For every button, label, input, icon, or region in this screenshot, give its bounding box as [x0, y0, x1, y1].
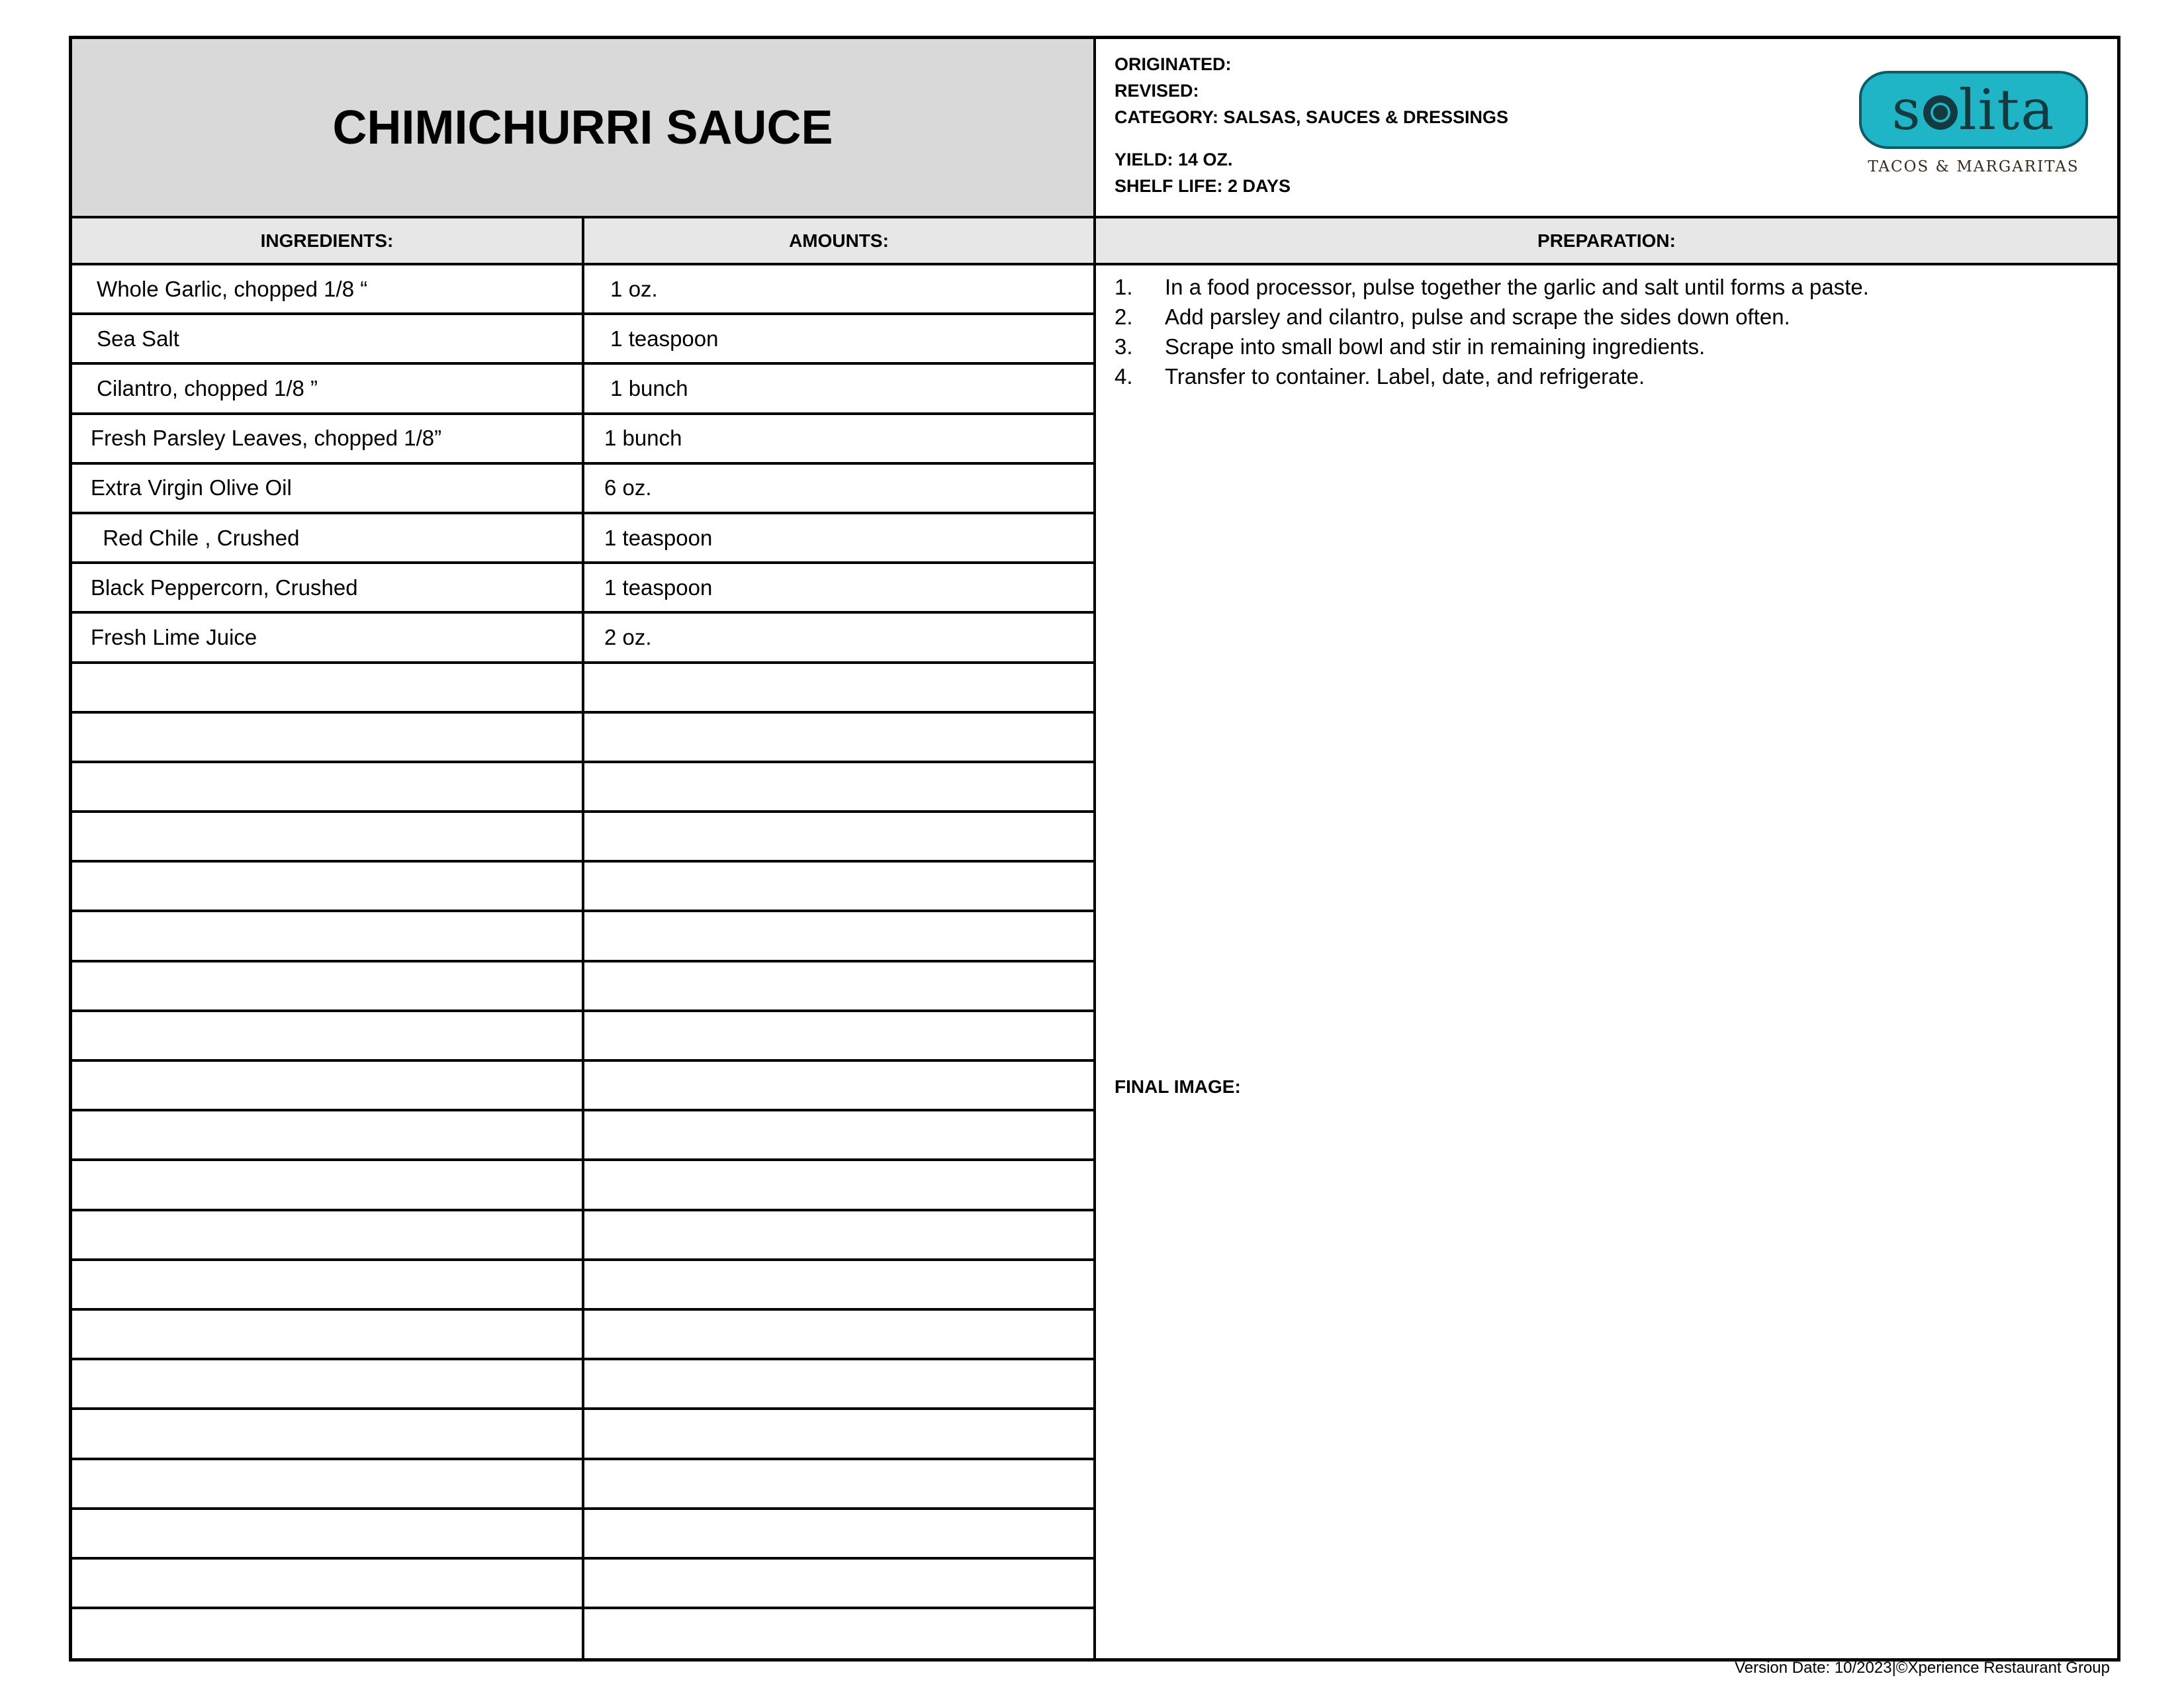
- ingredient-name: [72, 1311, 584, 1358]
- ingredient-amount: 1 teaspoon: [584, 514, 1096, 561]
- logo-tagline: TACOS & MARGARITAS: [1868, 158, 2079, 175]
- table-row: [72, 1560, 1096, 1609]
- ingredient-name: [72, 664, 584, 711]
- amounts-header: AMOUNTS:: [584, 218, 1096, 265]
- table-row: [72, 1410, 1096, 1460]
- step-number: 4.: [1115, 364, 1133, 389]
- table-row: [72, 514, 1096, 564]
- step-number: 1.: [1115, 275, 1133, 299]
- preparation-step: [1115, 272, 1869, 302]
- table-row: [72, 1012, 1096, 1062]
- ingredient-amount: 1 teaspoon: [584, 315, 1096, 362]
- ingredient-table: [72, 265, 1096, 1659]
- sun-icon: [1923, 95, 1958, 130]
- table-row: [72, 614, 1096, 663]
- ingredient-amount: [584, 1062, 1096, 1109]
- table-row: [72, 1111, 1096, 1161]
- step-number: 2.: [1115, 305, 1133, 329]
- step-text: In a food processor, pulse together the garlic and salt until forms a paste.: [1165, 275, 1869, 299]
- table-row: [72, 1510, 1096, 1560]
- ingredient-amount: [584, 1460, 1096, 1507]
- ingredient-name: [72, 1410, 584, 1457]
- preparation-step: [1115, 332, 1869, 361]
- ingredient-amount: [584, 1560, 1096, 1607]
- table-row: [72, 465, 1096, 514]
- table-row: [72, 365, 1096, 414]
- ingredient-name: [72, 1161, 584, 1208]
- table-row: [72, 912, 1096, 962]
- table-row: [72, 1261, 1096, 1311]
- ingredient-name: [72, 1360, 584, 1407]
- originated-label: ORIGINATED:: [1115, 54, 1232, 74]
- final-image-label: FINAL IMAGE:: [1115, 1076, 1241, 1097]
- revised-label: REVISED:: [1115, 81, 1199, 101]
- ingredient-name: [72, 1609, 584, 1659]
- ingredient-name: [72, 1261, 584, 1308]
- preparation-steps: [1115, 272, 1869, 391]
- ingredient-name: Sea Salt: [72, 315, 584, 362]
- solita-logo: [1859, 71, 2091, 183]
- ingredient-name: [72, 1560, 584, 1607]
- title-cell: [72, 39, 1096, 218]
- table-row: [72, 813, 1096, 863]
- table-row: [72, 714, 1096, 763]
- table-row: [72, 1211, 1096, 1261]
- step-number: 3.: [1115, 334, 1133, 359]
- ingredient-amount: [584, 1261, 1096, 1308]
- ingredient-name: [72, 1211, 584, 1258]
- step-text: Add parsley and cilantro, pulse and scrape the sides down often.: [1165, 305, 1790, 329]
- ingredient-name: [72, 1460, 584, 1507]
- table-row: [72, 564, 1096, 614]
- recipe-card: [69, 36, 2120, 1662]
- ingredient-name: [72, 863, 584, 910]
- ingredient-name: [72, 1062, 584, 1109]
- ingredient-amount: 1 bunch: [584, 415, 1096, 462]
- ingredient-amount: [584, 912, 1096, 959]
- table-row: [72, 863, 1096, 912]
- preparation-step: [1115, 302, 1869, 332]
- shelf-life-label: SHELF LIFE: 2 DAYS: [1115, 176, 1291, 196]
- meta-cell: [1096, 39, 2117, 218]
- ingredient-name: Fresh Lime Juice: [72, 614, 584, 661]
- ingredient-amount: [584, 863, 1096, 910]
- ingredient-amount: [584, 1510, 1096, 1557]
- table-row: [72, 664, 1096, 714]
- ingredient-name: [72, 962, 584, 1009]
- ingredient-name: Fresh Parsley Leaves, chopped 1/8”: [72, 415, 584, 462]
- ingredient-amount: 1 teaspoon: [584, 564, 1096, 611]
- ingredient-name: Black Peppercorn, Crushed: [72, 564, 584, 611]
- version-footer: Version Date: 10/2023|©Xperience Restaurant Group: [1735, 1659, 2110, 1677]
- table-row: [72, 1062, 1096, 1111]
- yield-label: YIELD: 14 OZ.: [1115, 150, 1233, 169]
- ingredient-amount: [584, 1311, 1096, 1358]
- ingredient-amount: [584, 1161, 1096, 1208]
- logo-letter-s: s: [1891, 77, 1922, 142]
- ingredient-amount: 6 oz.: [584, 465, 1096, 512]
- ingredient-name: [72, 714, 584, 761]
- table-row: [72, 1161, 1096, 1211]
- ingredient-amount: 1 oz.: [584, 265, 1096, 312]
- ingredient-amount: [584, 962, 1096, 1009]
- table-row: [72, 1460, 1096, 1510]
- ingredient-amount: [584, 763, 1096, 810]
- ingredient-name: [72, 1111, 584, 1158]
- ingredient-amount: [584, 1012, 1096, 1059]
- ingredient-name: Whole Garlic, chopped 1/8 “: [72, 265, 584, 312]
- ingredient-name: [72, 813, 584, 860]
- ingredient-amount: [584, 1360, 1096, 1407]
- logo-wordmark: [1892, 77, 2056, 142]
- ingredient-amount: 1 bunch: [584, 365, 1096, 412]
- table-row: [72, 962, 1096, 1012]
- ingredient-amount: [584, 1111, 1096, 1158]
- table-row: [72, 1311, 1096, 1360]
- ingredient-name: [72, 1012, 584, 1059]
- preparation-header: PREPARATION:: [1096, 218, 2117, 265]
- preparation-step: [1115, 361, 1869, 391]
- ingredient-amount: [584, 664, 1096, 711]
- ingredient-name: [72, 1510, 584, 1557]
- meta-info: [1115, 51, 1508, 199]
- table-row: [72, 1609, 1096, 1659]
- ingredient-name: Cilantro, chopped 1/8 ”: [72, 365, 584, 412]
- ingredient-name: [72, 763, 584, 810]
- ingredient-amount: [584, 813, 1096, 860]
- step-text: Scrape into small bowl and stir in remaining ingredients.: [1165, 334, 1706, 359]
- ingredient-amount: [584, 1410, 1096, 1457]
- recipe-title: CHIMICHURRI SAUCE: [332, 101, 833, 154]
- ingredient-amount: [584, 714, 1096, 761]
- step-text: Transfer to container. Label, date, and refrigerate.: [1165, 364, 1645, 389]
- ingredient-name: Red Chile , Crushed: [72, 514, 584, 561]
- table-row: [72, 315, 1096, 365]
- preparation-section: [1096, 265, 2117, 1658]
- table-row: [72, 265, 1096, 315]
- table-row: [72, 415, 1096, 465]
- ingredient-amount: 2 oz.: [584, 614, 1096, 661]
- logo-badge: [1859, 71, 2088, 149]
- ingredient-amount: [584, 1609, 1096, 1659]
- ingredients-header: INGREDIENTS:: [72, 218, 584, 265]
- table-row: [72, 763, 1096, 813]
- logo-letters-lita: lita: [1958, 77, 2056, 142]
- ingredient-name: Extra Virgin Olive Oil: [72, 465, 584, 512]
- category-label: CATEGORY: SALSAS, SAUCES & DRESSINGS: [1115, 107, 1509, 127]
- ingredient-name: [72, 912, 584, 959]
- ingredient-amount: [584, 1211, 1096, 1258]
- table-row: [72, 1360, 1096, 1410]
